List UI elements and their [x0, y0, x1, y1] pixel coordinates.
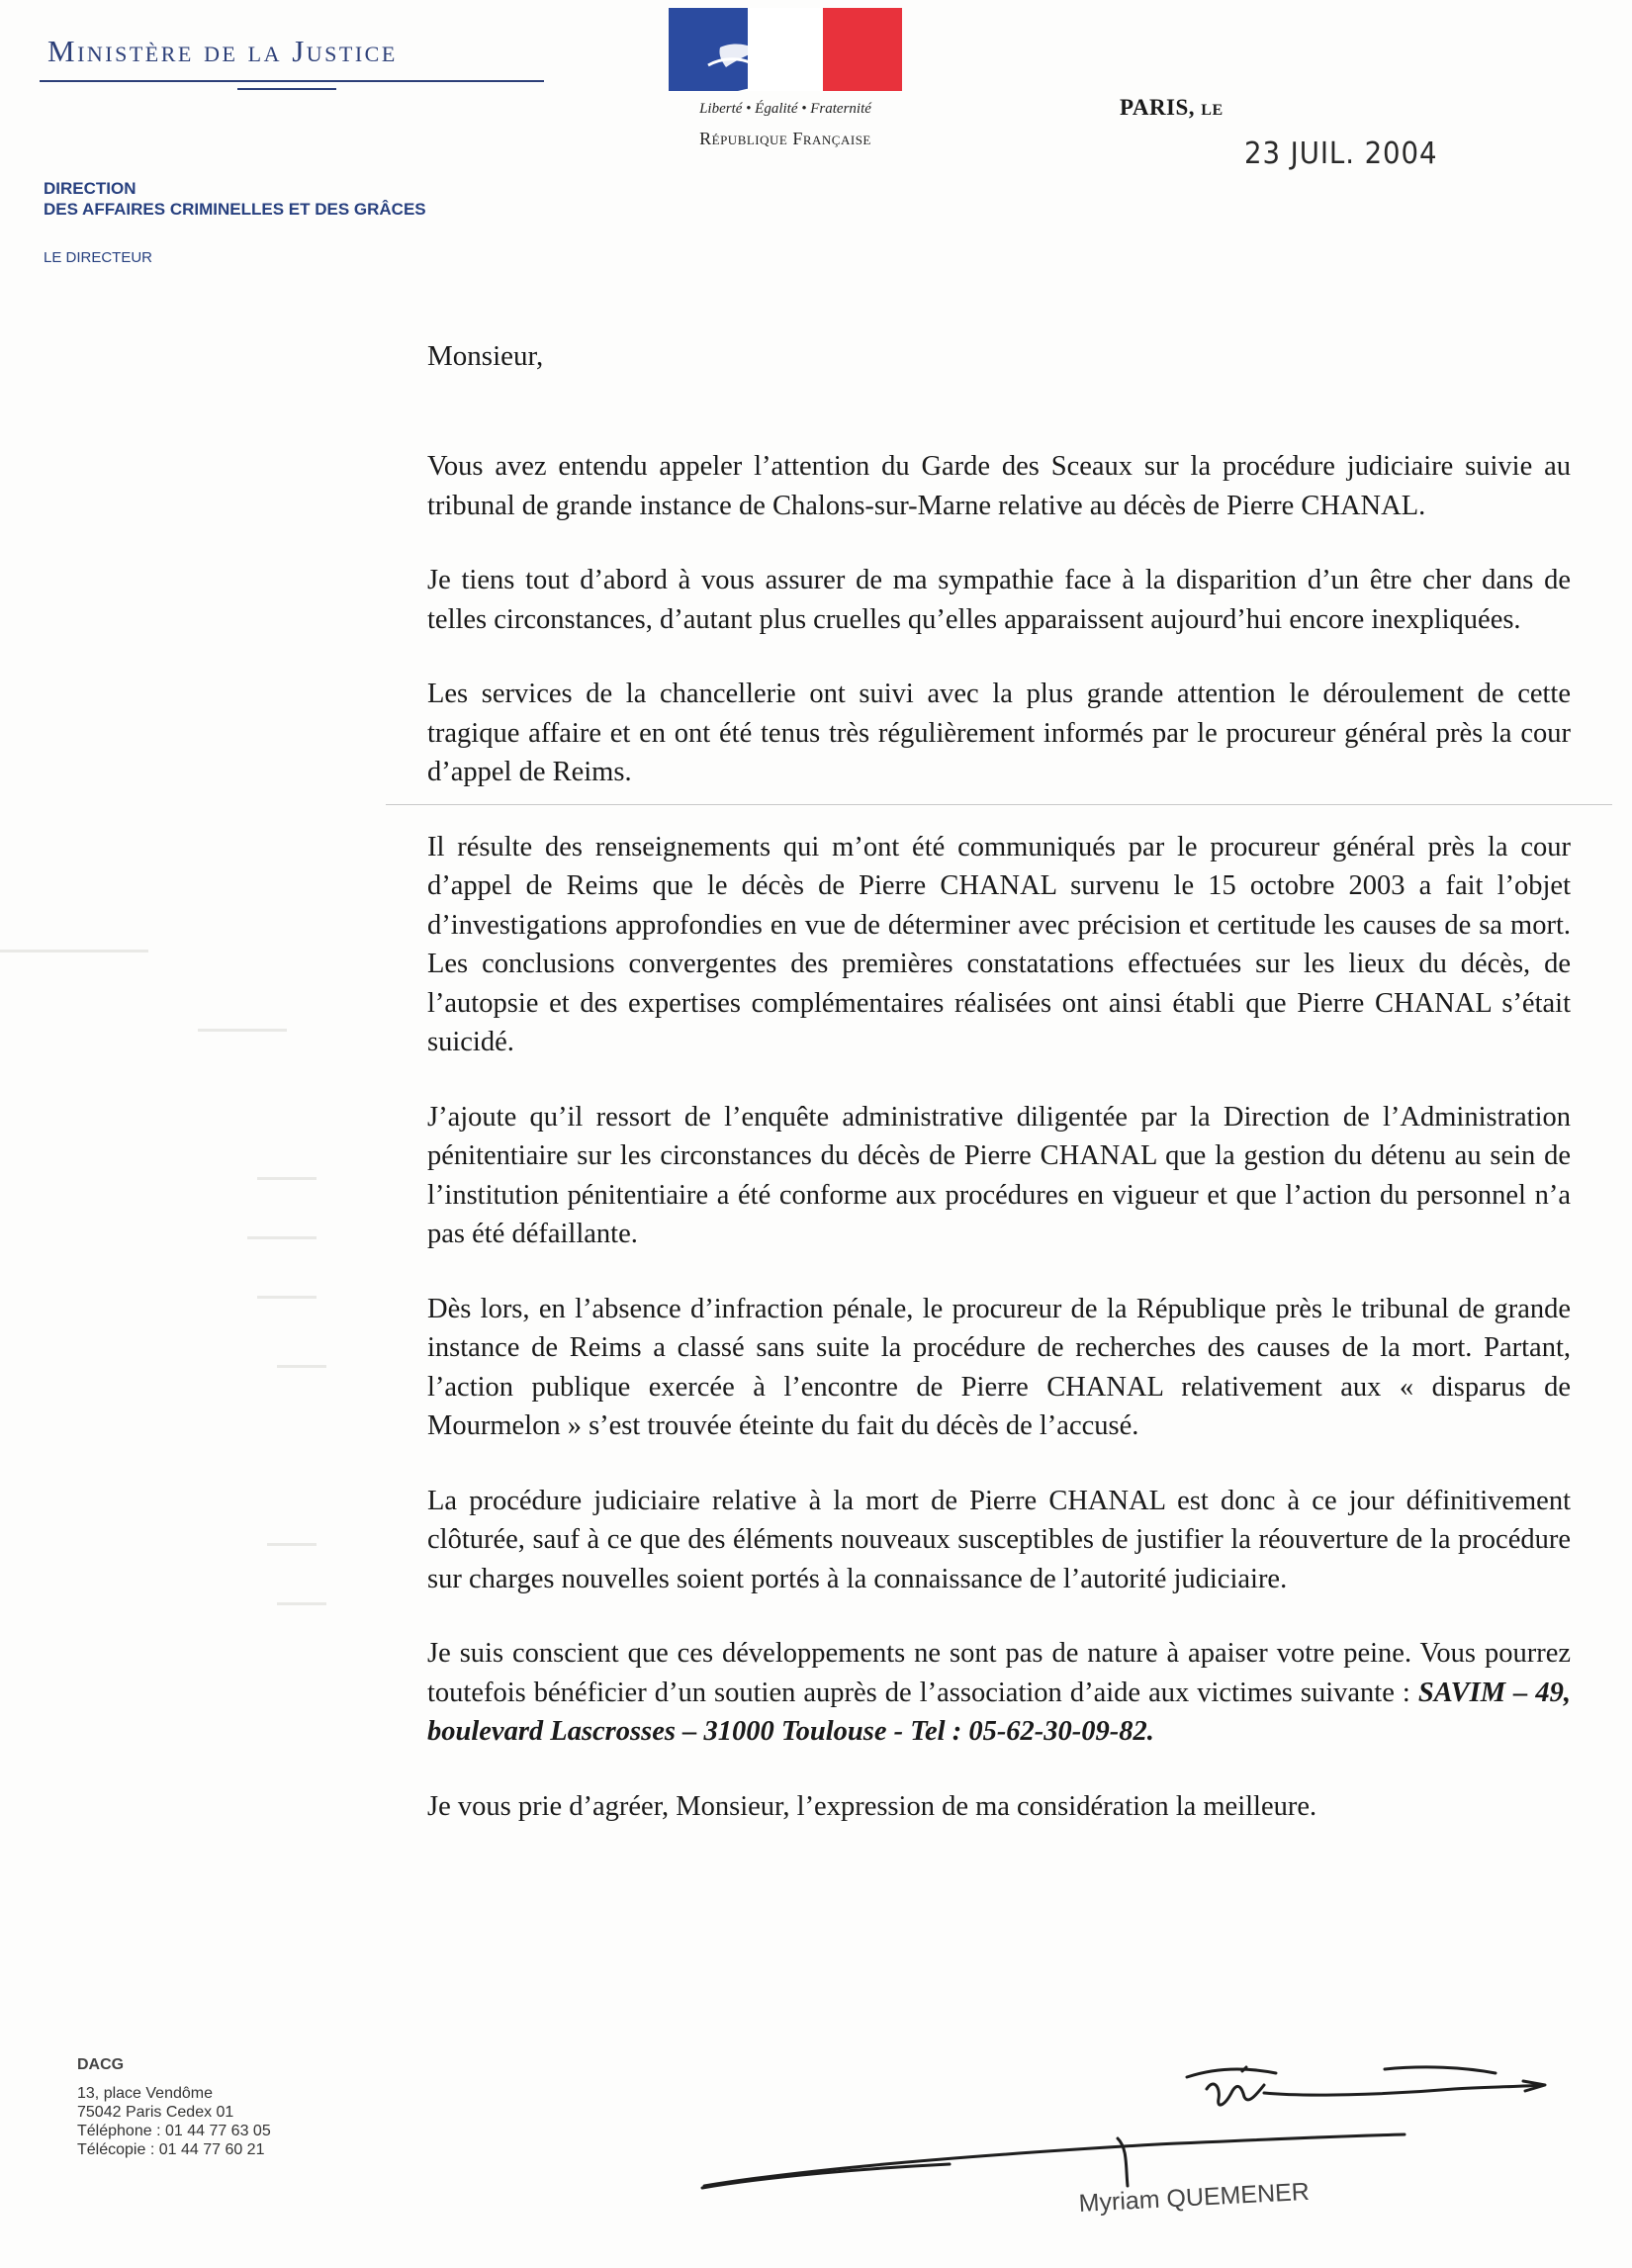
paragraph: La procédure judiciaire relative à la mort de Pierre CHANAL est donc à ce jour définitivement clôturée, sauf à ce que des éléments nouveaux susceptibles de justifier la réouverture de la procédure sur charges nouvelles soient portés à la connaissance de l’autorité judiciaire. — [427, 1485, 1571, 1594]
footer-city: 75042 Paris Cedex 01 — [77, 2104, 234, 2121]
ministry-name: Ministère de la Justice — [47, 34, 398, 68]
director-role: LE DIRECTEUR — [44, 249, 153, 266]
flag-red — [823, 8, 902, 91]
paragraph: J’ajoute qu’il ressort de l’enquête administrative diligentée par la Direction de l’Administration pénitentiaire sur les circonstances du décès de Pierre CHANAL que la gestion du détenu au sein de l’institution pénitentiaire a été conforme aux procédures en vigueur et que l’action du personnel n’a pas été défaillante. — [427, 1101, 1571, 1249]
signer-name: Myriam QUEMENER — [1078, 2177, 1311, 2218]
support-paragraph — [427, 1634, 1571, 1752]
salutation: Monsieur, — [427, 340, 544, 372]
paragraph: Il résulte des renseignements qui m’ont été communiqués par le procureur général près la cour d’appel de Reims que le décès de Pierre CHANAL survenu le 15 octobre 2003 a fait l’objet d’investigations approfondies en vue de déterminer avec précision et certitude les causes de sa mort. Les conclusions convergentes des premières constatations effectuées sur les lieux du décès, de l’autopsie et des expertises complémentaires réalisées ont ainsi établi que Pierre CHANAL s’était suicidé. — [427, 831, 1571, 1057]
closing-paragraph: Je vous prie d’agréer, Monsieur, l’expression de ma considération la meilleure. — [427, 1790, 1317, 1822]
paragraph: Les services de la chancellerie ont suivi avec la plus grande attention le déroulement de cette tragique affaire et en ont été tenus très régulièrement informés par le procureur général près la cour d’appel de Reims. — [427, 679, 1571, 787]
letter-place: PARIS, le — [1120, 95, 1224, 120]
republic-motto: Liberté • Égalité • Fraternité — [699, 101, 871, 117]
support-contact: SAVIM – 49, boulevard Lascrosses – 31000 Toulouse - Tel : 05-62-30-09-82. — [427, 1677, 1572, 1747]
paragraph: Vous avez entendu appeler l’attention du Garde des Sceaux sur la procédure judiciaire suivie au tribunal de grande instance de Chalons-sur-Marne relative au décès de Pierre CHANAL. — [427, 451, 1571, 521]
date-stamp: 23 JUIL. 2004 — [1244, 136, 1438, 171]
footer-phone: Téléphone : 01 44 77 63 05 — [77, 2123, 271, 2139]
footer-fax: Télécopie : 01 44 77 60 21 — [77, 2141, 265, 2158]
scan-bleed — [0, 0, 415, 2268]
header-rule-short — [237, 88, 336, 90]
support-intro: Je suis conscient que ces développements ne sont pas de nature à apaiser votre peine. Vous pourrez toutefois bénéficier d’un soutien auprès de l’association d’aide aux victimes suivante : — [427, 1638, 1571, 1708]
direction-line2: DES AFFAIRES CRIMINELLES ET DES GRÂCES — [44, 200, 426, 219]
paragraph: Dès lors, en l’absence d’infraction pénale, le procureur de la République près le tribunal de grande instance de Reims a classé sans suite la procédure de recherches des causes de la mort. Partant, l’action publique exercée à l’encontre de Pierre CHANAL relativement aux « disparus de Mourmelon » s’est trouvée éteinte du fait du décès de l’accusé. — [427, 1293, 1571, 1441]
header-rule — [40, 80, 544, 82]
footer-title: DACG — [77, 2056, 125, 2073]
footer-address: 13, place Vendôme — [77, 2085, 213, 2102]
paragraph: Je tiens tout d’abord à vous assurer de ma sympathie face à la disparition d’un être cher dans de telles circonstances, d’autant plus cruelles qu’elles apparaissent aujourd’hui encore inexpliquées. — [427, 565, 1571, 635]
marianne-logo-icon — [669, 8, 902, 91]
direction-line1: DIRECTION — [44, 179, 136, 198]
republic-name: République Française — [699, 129, 871, 148]
letter-body — [427, 447, 1571, 1861]
